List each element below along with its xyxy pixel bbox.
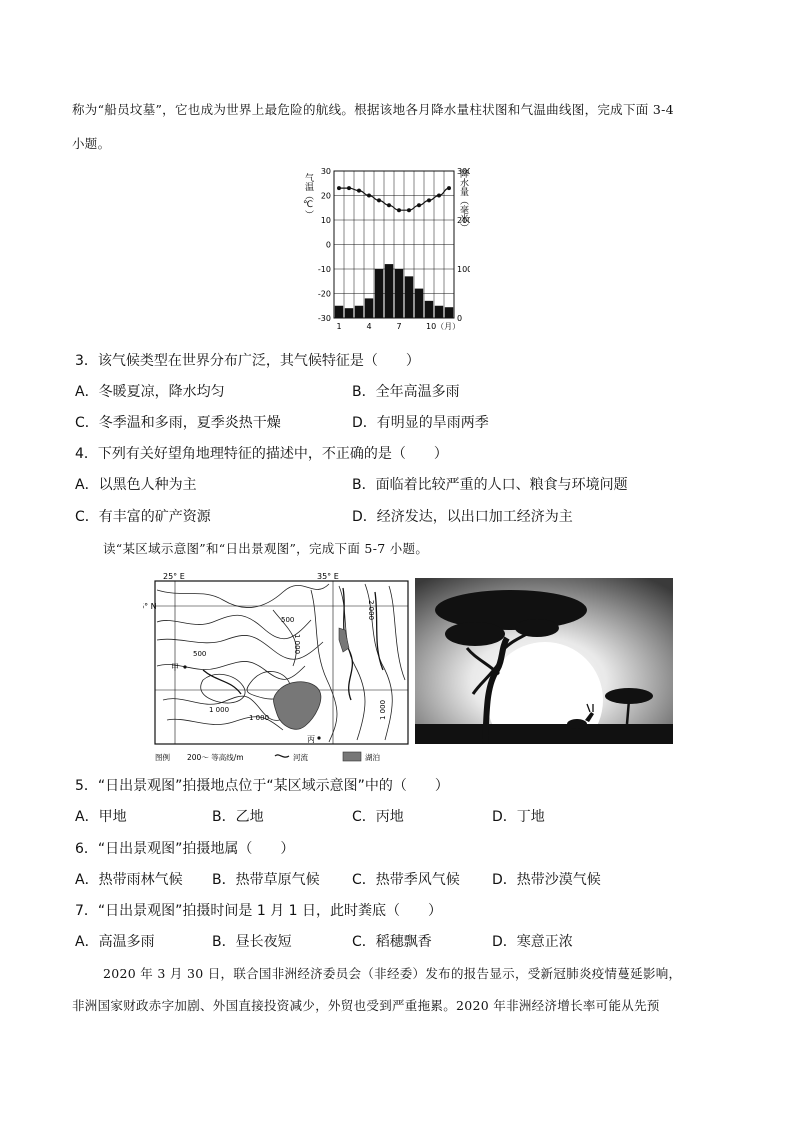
- place-jia: 甲: [171, 663, 179, 672]
- precip-tick-label: 0: [457, 314, 463, 323]
- map-lon-25: 25° E: [163, 572, 185, 581]
- sunrise-photo-svg: [415, 578, 673, 744]
- climate-chart-svg: [300, 163, 470, 333]
- precip-bar: [365, 298, 373, 318]
- temperature-point: [357, 189, 361, 193]
- temp-tick-label: 0: [325, 240, 331, 250]
- temperature-point: [347, 186, 351, 190]
- contour-label: 1 000: [209, 706, 230, 714]
- temp-axis-label: 气温（℃）: [303, 173, 313, 219]
- climate-chart: [300, 163, 470, 333]
- precip-bar: [415, 289, 423, 318]
- temp-tick-label: 30: [320, 167, 331, 176]
- contour-label: 500: [281, 616, 295, 624]
- big-tree-canopy-right: [515, 619, 559, 637]
- q4-option-a[interactable]: A．以黑色人种为主: [75, 477, 197, 493]
- month-tick-label: 4: [366, 322, 372, 331]
- temperature-point: [447, 186, 451, 190]
- q3-option-b[interactable]: B．全年高温多雨: [352, 384, 460, 400]
- q3-option-d[interactable]: D．有明显的旱雨两季: [352, 415, 489, 431]
- precip-bar: [375, 269, 383, 318]
- intro-2: 读“某区域示意图”和“日出景观图”，完成下面 5-7 小题。: [103, 541, 429, 556]
- temperature-point: [367, 194, 371, 198]
- precip-tick-label: 100: [457, 265, 470, 274]
- temp-tick-label: -20: [317, 289, 331, 299]
- temperature-point: [387, 203, 391, 207]
- map-lat-6n: ° N: [144, 602, 157, 611]
- q7-option-d[interactable]: D．寒意正浓: [492, 934, 573, 950]
- temperature-point: [397, 208, 401, 212]
- q5-option-a[interactable]: A．甲地: [75, 809, 127, 825]
- big-tree-canopy: [435, 590, 587, 630]
- precip-axis-label: 降水量（毫米）: [458, 169, 468, 232]
- temperature-point: [377, 198, 381, 202]
- precip-bar: [425, 301, 433, 318]
- region-map-svg: [143, 570, 415, 765]
- ground: [415, 724, 673, 744]
- q4-option-b[interactable]: B．面临着比较严重的人口、粮食与环境问题: [352, 477, 628, 493]
- q6-option-c[interactable]: C．热带季风气候: [352, 872, 460, 888]
- legend-lake: 湖泊: [365, 753, 380, 762]
- legend-contour: 200～ 等高线/m: [187, 753, 244, 762]
- place-jia-dot: [183, 665, 186, 668]
- temp-tick-label: 20: [320, 191, 331, 201]
- q6-option-b[interactable]: B．热带草原气候: [212, 872, 320, 888]
- precip-bar: [355, 306, 363, 318]
- sunrise-photo: [415, 578, 673, 744]
- month-tick-label: 7: [396, 322, 402, 331]
- map-lon-35: 35° E: [317, 572, 339, 581]
- place-bing: 丙: [307, 735, 315, 744]
- month-tick-label: 10（月）: [426, 322, 461, 331]
- q7-option-a[interactable]: A．高温多雨: [75, 934, 155, 950]
- q7-option-b[interactable]: B．昼长夜短: [212, 934, 292, 950]
- big-tree-canopy-lower: [445, 622, 505, 646]
- q5-option-b[interactable]: B．乙地: [212, 809, 264, 825]
- temperature-point: [407, 208, 411, 212]
- temp-tick-label: -30: [317, 314, 331, 323]
- q4-stem: 4．下列有关好望角地理特征的描述中，不正确的是（ ）: [75, 446, 448, 462]
- contour-label: 500: [193, 650, 207, 658]
- q5-option-c[interactable]: C．丙地: [352, 809, 404, 825]
- q4-option-c[interactable]: C．有丰富的矿产资源: [75, 509, 211, 525]
- precip-bar: [345, 308, 353, 318]
- legend-river: 河流: [293, 753, 308, 762]
- precip-bar: [435, 306, 443, 318]
- precip-bar: [335, 306, 343, 318]
- legend-lake-symbol: [343, 752, 361, 761]
- month-tick-label: 1: [336, 322, 342, 331]
- q3-option-a[interactable]: A．冬暖夏凉，降水均匀: [75, 384, 225, 400]
- small-tree-canopy: [605, 688, 653, 704]
- temp-tick-label: 10: [320, 216, 331, 225]
- legend-title: 图例: [155, 753, 170, 762]
- temperature-point: [437, 194, 441, 198]
- intro-line-1: 称为“船员坟墓”，它也成为世界上最危险的航线。根据该地各月降水量柱状图和气温曲线图，完成下面 3-4: [72, 102, 674, 117]
- precip-tick-label: 200: [457, 216, 470, 225]
- q4-option-d[interactable]: D．经济发达，以出口加工经济为主: [352, 509, 573, 525]
- q6-stem: 6．“日出景观图”拍摄地属（ ）: [75, 841, 295, 857]
- temperature-point: [417, 203, 421, 207]
- contour-label: 1 000: [293, 634, 301, 655]
- contour-label: 1 000: [249, 714, 270, 722]
- q5-option-d[interactable]: D．丁地: [492, 809, 545, 825]
- q5-stem: 5．“日出景观图”拍摄地点位于“某区域示意图”中的（ ）: [75, 778, 449, 794]
- precip-bar: [385, 264, 393, 318]
- precip-bar: [445, 307, 453, 318]
- q6-option-d[interactable]: D．热带沙漠气候: [492, 872, 601, 888]
- precip-tick-label: 300: [457, 167, 470, 176]
- temp-tick-label: -10: [317, 265, 331, 274]
- temperature-point: [337, 186, 341, 190]
- para-line-2: 非洲国家财政赤字加剧、外国直接投资减少，外贸也受到严重拖累。2020 年非洲经济增长率可能从先预: [72, 998, 660, 1013]
- region-map: [143, 570, 415, 765]
- q3-stem: 3．该气候类型在世界分布广泛，其气候特征是（ ）: [75, 353, 420, 369]
- place-bing-dot: [317, 736, 320, 739]
- intro-line-2: 小题。: [72, 136, 111, 151]
- legend-river-symbol: [275, 755, 289, 757]
- precip-bar: [395, 269, 403, 318]
- para-line-1: 2020 年 3 月 30 日，联合国非洲经济委员会（非经委）发布的报告显示，受新冠肺炎疫情蔓延影响，: [103, 966, 682, 981]
- temperature-point: [427, 198, 431, 202]
- precip-bar: [405, 276, 413, 318]
- q6-option-a[interactable]: A．热带雨林气候: [75, 872, 183, 888]
- q7-option-c[interactable]: C．稻穗飘香: [352, 934, 432, 950]
- contour-label: 2 000: [367, 600, 375, 621]
- q7-stem: 7．“日出景观图”拍摄时间是 1 月 1 日，此时粪底（ ）: [75, 903, 443, 919]
- q3-option-c[interactable]: C．冬季温和多雨，夏季炎热干燥: [75, 415, 281, 431]
- contour-label: 1 000: [379, 699, 387, 720]
